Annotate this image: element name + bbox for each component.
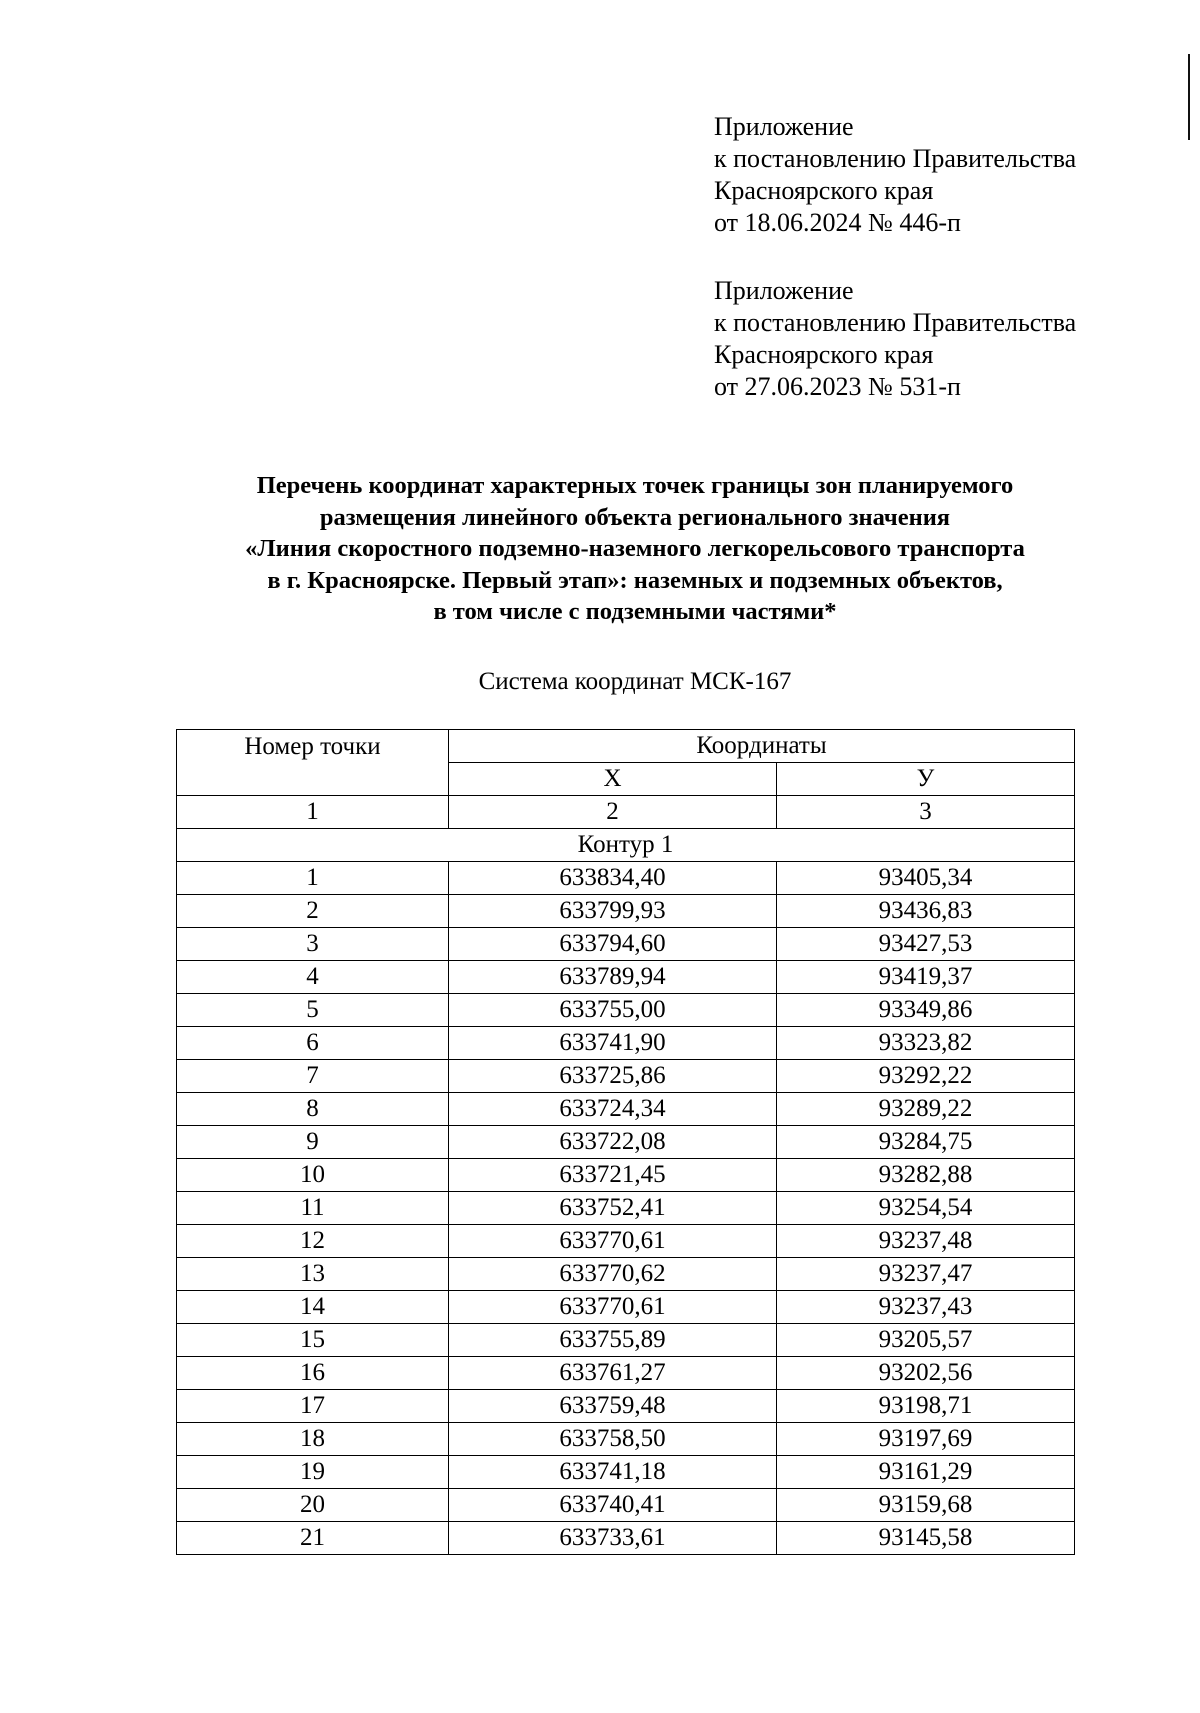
point-number-cell: 19: [177, 1456, 449, 1489]
y-coordinate-cell: 93254,54: [777, 1192, 1075, 1225]
table-row: [177, 1093, 1075, 1126]
y-coordinate-cell: 93323,82: [777, 1027, 1075, 1060]
x-coordinate-cell: 633761,27: [449, 1357, 777, 1390]
table-row: [177, 895, 1075, 928]
y-coordinate-cell: 93237,43: [777, 1291, 1075, 1324]
x-coordinate-cell: 633721,45: [449, 1159, 777, 1192]
point-number-cell: 3: [177, 928, 449, 961]
table-row: [177, 862, 1075, 895]
x-coordinate-cell: 633758,50: [449, 1423, 777, 1456]
y-coordinate-cell: 93237,48: [777, 1225, 1075, 1258]
header-x: Х: [449, 763, 777, 796]
appendix-block-current: [714, 111, 1076, 239]
x-coordinate-cell: 633740,41: [449, 1489, 777, 1522]
point-number-cell: 1: [177, 862, 449, 895]
y-coordinate-cell: 93197,69: [777, 1423, 1075, 1456]
table-header-row: [177, 730, 1075, 763]
x-coordinate-cell: 633770,62: [449, 1258, 777, 1291]
x-coordinate-cell: 633770,61: [449, 1225, 777, 1258]
contour-label: Контур 1: [177, 829, 1075, 862]
table-row: [177, 1060, 1075, 1093]
header-y: У: [777, 763, 1075, 796]
y-coordinate-cell: 93202,56: [777, 1357, 1075, 1390]
table-row: [177, 1225, 1075, 1258]
column-index: 2: [449, 796, 777, 829]
table-row: [177, 1357, 1075, 1390]
appendix-region: Красноярского края: [714, 340, 934, 369]
x-coordinate-cell: 633755,00: [449, 994, 777, 1027]
point-number-cell: 15: [177, 1324, 449, 1357]
table-row: [177, 1489, 1075, 1522]
table-row: [177, 928, 1075, 961]
column-index: 1: [177, 796, 449, 829]
point-number-cell: 2: [177, 895, 449, 928]
x-coordinate-cell: 633770,61: [449, 1291, 777, 1324]
table-row: [177, 1423, 1075, 1456]
scan-edge-line: [1188, 54, 1190, 140]
point-number-cell: 6: [177, 1027, 449, 1060]
x-coordinate-cell: 633794,60: [449, 928, 777, 961]
table-row: [177, 1456, 1075, 1489]
coordinates-table-body: [177, 862, 1075, 1555]
x-coordinate-cell: 633741,90: [449, 1027, 777, 1060]
y-coordinate-cell: 93284,75: [777, 1126, 1075, 1159]
point-number-cell: 11: [177, 1192, 449, 1225]
appendix-region: Красноярского края: [714, 176, 934, 205]
table-row: [177, 961, 1075, 994]
x-coordinate-cell: 633741,18: [449, 1456, 777, 1489]
y-coordinate-cell: 93289,22: [777, 1093, 1075, 1126]
y-coordinate-cell: 93405,34: [777, 862, 1075, 895]
table-row: [177, 1522, 1075, 1555]
y-coordinate-cell: 93282,88: [777, 1159, 1075, 1192]
y-coordinate-cell: 93161,29: [777, 1456, 1075, 1489]
column-index: 3: [777, 796, 1075, 829]
coordinate-system-label: Система координат МСК-167: [478, 668, 792, 695]
x-coordinate-cell: 633759,48: [449, 1390, 777, 1423]
appendix-block-previous: [714, 275, 1076, 403]
column-index-row: [177, 796, 1075, 829]
point-number-cell: 20: [177, 1489, 449, 1522]
point-number-cell: 8: [177, 1093, 449, 1126]
title-line: «Линия скоростного подземно-наземного легкорельсового транспорта: [245, 535, 1025, 562]
appendix-resolution-ref: к постановлению Правительства: [714, 144, 1077, 173]
point-number-cell: 16: [177, 1357, 449, 1390]
table-row: [177, 1291, 1075, 1324]
x-coordinate-cell: 633733,61: [449, 1522, 777, 1555]
y-coordinate-cell: 93198,71: [777, 1390, 1075, 1423]
appendix-date-number: от 18.06.2024 № 446-п: [714, 208, 961, 237]
point-number-cell: 4: [177, 961, 449, 994]
x-coordinate-cell: 633752,41: [449, 1192, 777, 1225]
y-coordinate-cell: 93436,83: [777, 895, 1075, 928]
point-number-cell: 9: [177, 1126, 449, 1159]
coordinates-table: [176, 729, 1075, 1555]
x-coordinate-cell: 633722,08: [449, 1126, 777, 1159]
appendix-label: Приложение: [714, 276, 854, 305]
point-number-cell: 21: [177, 1522, 449, 1555]
y-coordinate-cell: 93427,53: [777, 928, 1075, 961]
point-number-cell: 7: [177, 1060, 449, 1093]
title-line: размещения линейного объекта регионального значения: [319, 503, 951, 531]
appendix-label: Приложение: [714, 112, 854, 141]
x-coordinate-cell: 633755,89: [449, 1324, 777, 1357]
y-coordinate-cell: 93419,37: [777, 961, 1075, 994]
table-row: [177, 1027, 1075, 1060]
document-title: [100, 470, 1170, 628]
appendix-resolution-ref: к постановлению Правительства: [714, 308, 1077, 337]
point-number-cell: 13: [177, 1258, 449, 1291]
table-row: [177, 994, 1075, 1027]
y-coordinate-cell: 93292,22: [777, 1060, 1075, 1093]
y-coordinate-cell: 93349,86: [777, 994, 1075, 1027]
y-coordinate-cell: 93145,58: [777, 1522, 1075, 1555]
y-coordinate-cell: 93237,47: [777, 1258, 1075, 1291]
contour-row: [177, 829, 1075, 862]
x-coordinate-cell: 633834,40: [449, 862, 777, 895]
x-coordinate-cell: 633725,86: [449, 1060, 777, 1093]
y-coordinate-cell: 93159,68: [777, 1489, 1075, 1522]
table-row: [177, 1159, 1075, 1192]
point-number-cell: 18: [177, 1423, 449, 1456]
x-coordinate-cell: 633724,34: [449, 1093, 777, 1126]
table-row: [177, 1192, 1075, 1225]
point-number-cell: 17: [177, 1390, 449, 1423]
title-line: в г. Красноярске. Первый этап»: наземных и подземных объектов,: [267, 566, 1003, 594]
table-row: [177, 1126, 1075, 1159]
x-coordinate-cell: 633799,93: [449, 895, 777, 928]
point-number-cell: 14: [177, 1291, 449, 1324]
point-number-cell: 5: [177, 994, 449, 1027]
title-line: Перечень координат характерных точек границы зон планируемого: [256, 472, 1014, 499]
table-row: [177, 1390, 1075, 1423]
point-number-cell: 10: [177, 1159, 449, 1192]
appendix-date-number: от 27.06.2023 № 531-п: [714, 372, 961, 401]
header-point-number: Номер точки: [177, 730, 449, 796]
header-coordinates: Координаты: [449, 730, 1075, 763]
table-row: [177, 1258, 1075, 1291]
y-coordinate-cell: 93205,57: [777, 1324, 1075, 1357]
table-row: [177, 1324, 1075, 1357]
point-number-cell: 12: [177, 1225, 449, 1258]
x-coordinate-cell: 633789,94: [449, 961, 777, 994]
title-line: в том числе с подземными частями*: [433, 598, 837, 625]
